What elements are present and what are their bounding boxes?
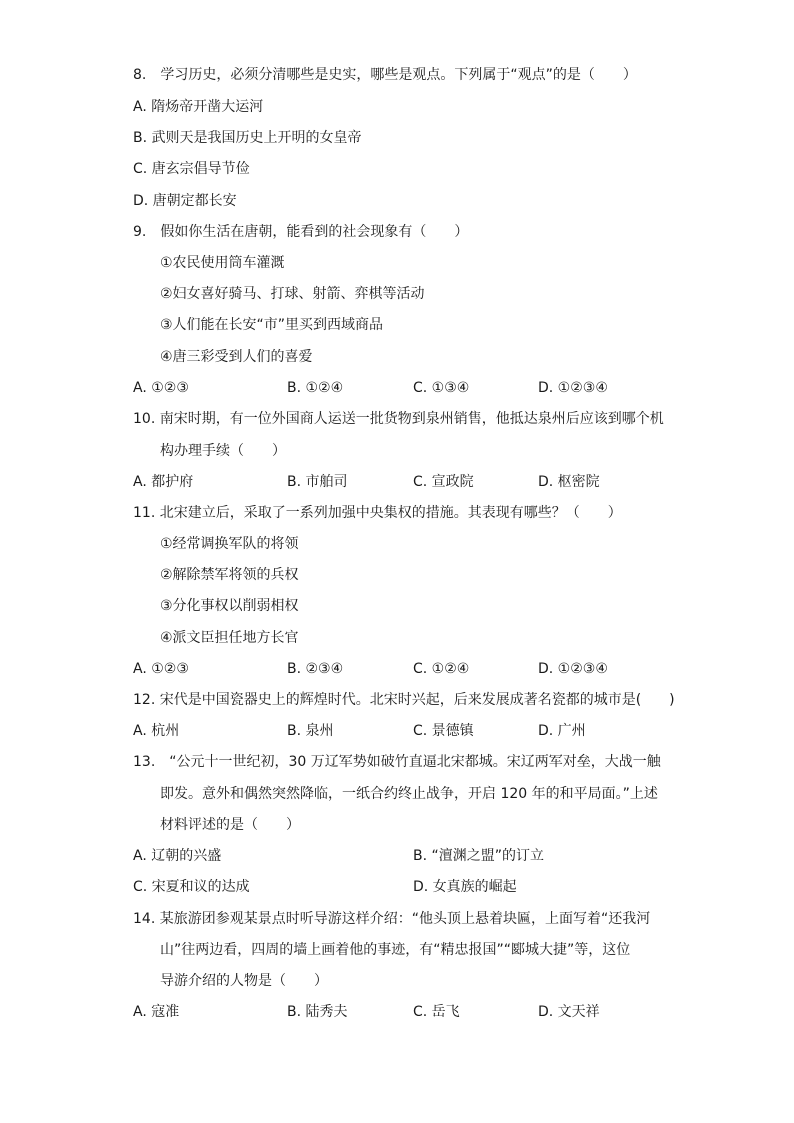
- question-stem: 9. 假如你生活在唐朝，能看到的社会现象有（ ）: [133, 224, 469, 240]
- option-d: D. 女真族的崛起: [413, 879, 517, 895]
- question-stem: 11. 北宋建立后，采取了一系列加强中央集权的措施。其表现有哪些？（ ）: [133, 505, 622, 521]
- question-stem: 13. “公元十一世纪初，30 万辽军势如破竹直逼北宋都城。宋辽两军对垒，大战一触: [133, 754, 661, 770]
- option-b: B. 陆秀夫: [287, 1004, 348, 1020]
- statement-item: ①经常调换军队的将领: [160, 536, 299, 552]
- option-a: A. 寇准: [133, 1004, 180, 1020]
- option-b: B. “澶渊之盟”的订立: [413, 848, 545, 864]
- option-a: A. 杭州: [133, 723, 180, 739]
- statement-item: ②解除禁军将领的兵权: [160, 567, 299, 583]
- statement-item: ①农民使用筒车灌溉: [160, 255, 285, 271]
- option-c: C. 唐玄宗倡导节俭: [133, 161, 250, 177]
- option-a: A. ①②③: [133, 380, 189, 396]
- option-d: D. 广州: [538, 723, 586, 739]
- option-d: D. 文天祥: [538, 1004, 600, 1020]
- option-a: A. 辽朝的兴盛: [133, 848, 222, 864]
- option-c: C. 宋夏和议的达成: [133, 879, 250, 895]
- option-d: D. ①②③④: [538, 380, 608, 396]
- option-a: A. ①②③: [133, 661, 189, 677]
- option-c: C. ①②④: [413, 661, 470, 677]
- question-stem-continued: 材料评述的是（ ）: [160, 817, 300, 833]
- option-d: D. ①②③④: [538, 661, 608, 677]
- option-d: D. 唐朝定都长安: [133, 193, 237, 209]
- option-a: A. 都护府: [133, 474, 194, 490]
- question-stem-continued: 即发。意外和偶然突然降临，一纸合约终止战争，开启 120 年的和平局面。”上述: [160, 786, 658, 802]
- option-a: A. 隋炀帝开凿大运河: [133, 99, 264, 115]
- option-b: B. 市舶司: [287, 474, 348, 490]
- option-c: C. 宣政院: [413, 474, 474, 490]
- option-c: C. ①③④: [413, 380, 470, 396]
- statement-item: ④派文臣担任地方长官: [160, 630, 299, 646]
- option-c: C. 景德镇: [413, 723, 474, 739]
- statement-item: ③人们能在长安“市”里买到西域商品: [160, 317, 384, 333]
- option-b: B. 泉州: [287, 723, 334, 739]
- option-c: C. 岳飞: [413, 1004, 460, 1020]
- question-stem: 8. 学习历史，必须分清哪些是史实，哪些是观点。下列属于“观点”的是（ ）: [133, 67, 637, 83]
- option-b: B. ②③④: [287, 661, 344, 677]
- statement-item: ④唐三彩受到人们的喜爱: [160, 349, 313, 365]
- question-stem-continued: 山”往两边看，四周的墙上画着他的事迹，有“精忠报国”“郾城大捷”等，这位: [160, 942, 631, 958]
- statement-item: ②妇女喜好骑马、打球、射箭、弈棋等活动: [160, 286, 425, 302]
- option-d: D. 枢密院: [538, 474, 600, 490]
- question-stem-continued: 导游介绍的人物是（ ）: [160, 973, 328, 989]
- question-stem: 12. 宋代是中国瓷器史上的辉煌时代。北宋时兴起，后来发展成著名瓷都的城市是( ): [133, 692, 675, 708]
- question-stem-continued: 构办理手续（ ）: [160, 443, 286, 459]
- option-b: B. ①②④: [287, 380, 344, 396]
- option-b: B. 武则天是我国历史上开明的女皇帝: [133, 130, 362, 146]
- statement-item: ③分化事权以削弱相权: [160, 598, 299, 614]
- question-stem: 10. 南宋时期，有一位外国商人运送一批货物到泉州销售，他抵达泉州后应该到哪个机: [133, 411, 664, 427]
- question-stem: 14. 某旅游团参观某景点时听导游这样介绍：“他头顶上悬着块匾，上面写着“还我河: [133, 911, 651, 927]
